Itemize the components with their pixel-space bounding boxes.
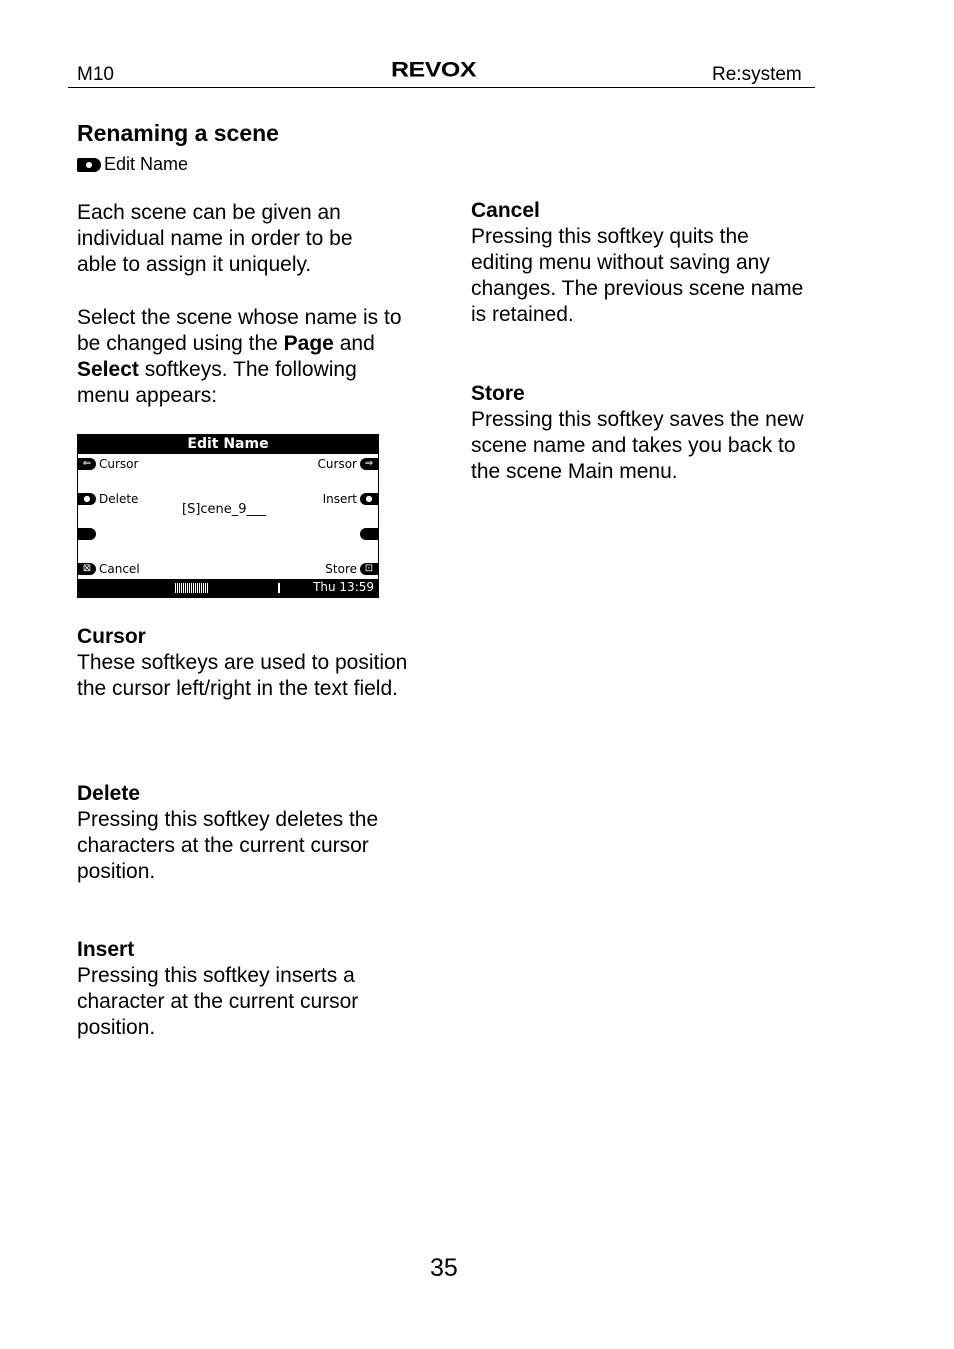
lcd-softkey-empty-left	[78, 527, 96, 541]
lcd-softkey-cursor-left	[78, 457, 138, 471]
lcd-clock: Thu 13:59	[313, 580, 374, 594]
intro-paragraph-2	[77, 305, 412, 409]
dot-icon	[360, 493, 378, 505]
section-heading: Delete	[77, 782, 141, 805]
lcd-name-field: [S]cene_9___	[182, 502, 267, 517]
revox-logo: REVOX	[391, 58, 477, 82]
section-heading: Cursor	[77, 625, 146, 648]
lcd-title: Edit Name	[78, 435, 378, 454]
intro-select-word: Select	[77, 358, 139, 381]
lcd-status-bar	[78, 579, 378, 597]
section-cursor	[77, 624, 417, 702]
cancel-icon: ⊠	[78, 563, 96, 575]
lcd-softkey-empty-right	[360, 527, 378, 541]
lcd-key-label: Insert	[322, 492, 357, 506]
section-cancel	[471, 198, 811, 328]
blank-key-icon	[78, 528, 96, 540]
intro-text: softkeys. The following menu appears:	[77, 358, 357, 407]
blank-key-icon	[360, 528, 378, 540]
section-heading: Insert	[77, 938, 135, 961]
page-title: Renaming a scene	[77, 120, 279, 146]
page-number: 35	[430, 1254, 458, 1282]
intro-page-word: Page	[283, 332, 334, 355]
lcd-softkey-store	[325, 562, 378, 576]
section-body: Pressing this softkey inserts a character at the current cursor position.	[77, 964, 359, 1039]
intro-text: Select the scene whose name is to be changed using the	[77, 306, 402, 355]
dot-icon	[78, 493, 96, 505]
softkey-pill-icon	[77, 158, 101, 172]
lcd-key-label: Delete	[99, 492, 139, 506]
breadcrumb	[77, 154, 188, 175]
section-body: Pressing this softkey quits the editing menu without saving any changes. The previous scene name is retained.	[471, 225, 804, 326]
section-store	[471, 381, 811, 485]
section-body: Pressing this softkey saves the new scene name and takes you back to the scene Main menu.	[471, 408, 804, 483]
breadcrumb-label: Edit Name	[104, 154, 189, 174]
section-heading: Store	[471, 382, 525, 405]
lcd-key-label: Cancel	[99, 562, 140, 576]
lcd-softkey-insert	[323, 492, 378, 506]
level-bar-icon	[175, 583, 208, 593]
store-icon: ⊡	[360, 563, 378, 575]
arrow-right-icon: ⇒	[360, 458, 378, 470]
lcd-key-label: Cursor	[99, 457, 139, 471]
lcd-key-label: Store	[325, 562, 357, 576]
header-rule	[68, 87, 815, 88]
section-body: These softkeys are used to position the cursor left/right in the text field.	[77, 651, 408, 700]
intro-paragraph-1: Each scene can be given an individual name in order to be able to assign it uniquely.	[77, 201, 353, 276]
header-model: M10	[77, 64, 114, 85]
intro-text: and	[333, 332, 375, 355]
lcd-key-label: Cursor	[317, 457, 357, 471]
section-body: Pressing this softkey deletes the characters at the current cursor position.	[77, 808, 379, 883]
section-heading: Cancel	[471, 199, 540, 222]
section-delete	[77, 781, 417, 885]
lcd-screen	[77, 434, 379, 598]
arrow-left-icon: ⇐	[78, 458, 96, 470]
lcd-softkey-delete	[78, 492, 138, 506]
section-insert	[77, 937, 417, 1041]
lcd-softkey-cancel	[78, 562, 140, 576]
marker-icon	[278, 583, 280, 593]
lcd-softkey-cursor-right	[318, 457, 378, 471]
header-product: Re:system	[712, 64, 802, 85]
